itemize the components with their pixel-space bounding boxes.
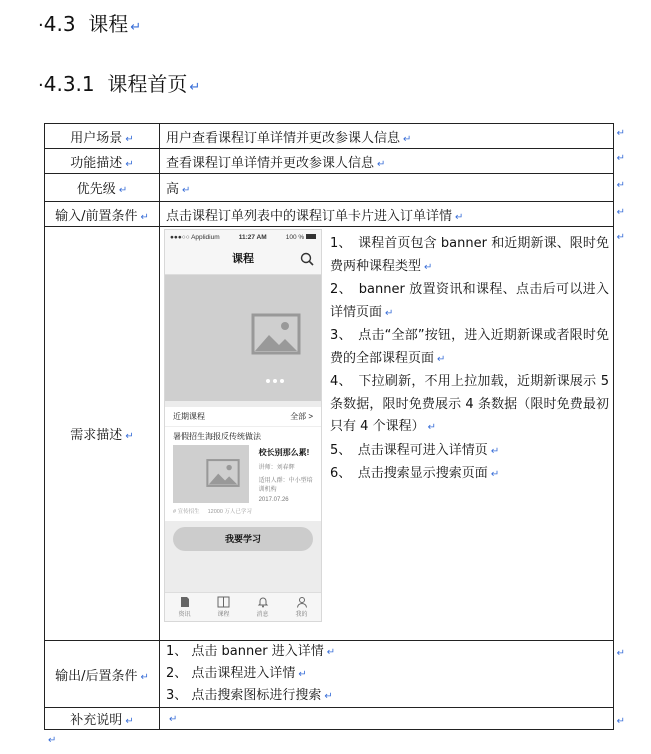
course-heading: 暑假招生海报反传统做法 <box>173 432 261 441</box>
course-card[interactable] <box>165 445 321 503</box>
paragraph-mark-icon: ↵ <box>189 80 201 95</box>
time-text: 11:27 AM <box>238 233 267 241</box>
tab-bar <box>165 592 321 621</box>
nav-bar <box>165 244 321 275</box>
tab-news[interactable]: 资讯 <box>165 593 204 621</box>
list-item: 3、 点击“全部”按钮，进入近期新课或者限时免费的全部课程页面 ↵ <box>330 328 609 366</box>
row-value: 点击课程订单列表中的课程订单卡片进入订单详情 ↵ <box>160 202 614 227</box>
course-tag: # 宣传招生 <box>173 509 200 515</box>
row-value: ↵ <box>160 708 614 730</box>
battery: 100 % <box>286 234 316 241</box>
table-row-priority <box>45 174 614 202</box>
table-row-requirement <box>45 227 614 641</box>
heading-number: 4.3.1 <box>43 72 95 96</box>
row-value: 查看课程订单详情并更改参课人信息 ↵ <box>160 149 614 174</box>
pagination-dots <box>266 379 284 383</box>
row-label: 功能描述 ↵ <box>45 149 160 174</box>
nav-title: 课程 <box>232 253 255 265</box>
tab-messages[interactable]: 消息 <box>243 593 282 621</box>
phone-mockup <box>164 229 322 622</box>
document-icon <box>180 596 190 608</box>
row-label: 需求描述 ↵ <box>45 227 160 641</box>
heading-4-3-1: ·4.3.1 课程首页 ↵ <box>38 72 201 96</box>
row-label: 优先级 ↵ <box>45 174 160 202</box>
row-value: 用户查看课程订单详情并更改参课人信息 ↵ <box>160 124 614 149</box>
battery-icon <box>306 234 316 239</box>
heading-title: 课程首页 <box>107 72 188 96</box>
heading-number: 4.3 <box>43 12 76 36</box>
row-value <box>160 227 614 641</box>
search-icon[interactable] <box>300 252 314 266</box>
section-title: 近期课程 <box>173 412 205 421</box>
heading-4-3: ·4.3 课程 ↵ <box>38 12 142 36</box>
list-item: 2、 点击课程进入详情 ↵ <box>166 666 307 681</box>
learner-count: 12000 万人已学习 <box>207 509 252 515</box>
row-value: 高 ↵ <box>160 174 614 202</box>
tab-courses[interactable]: 课程 <box>204 593 243 621</box>
requirement-list <box>322 229 613 622</box>
row-end-mark: ↵ <box>616 153 625 164</box>
tab-mine[interactable]: 我的 <box>282 593 321 621</box>
list-item: 2、 banner 放置资讯和课程、点击后可以进入详情页面 ↵ <box>330 282 609 320</box>
book-icon <box>217 596 230 608</box>
row-label: 用户场景 ↵ <box>45 124 160 149</box>
spec-table <box>44 123 614 730</box>
user-icon <box>296 596 308 608</box>
row-value <box>160 641 614 708</box>
status-bar <box>165 230 321 244</box>
row-label: 补充说明 ↵ <box>45 708 160 730</box>
list-item: 1、 点击 banner 进入详情 ↵ <box>166 644 336 659</box>
banner[interactable] <box>165 275 321 401</box>
lecturer: 讲师：刘春辉 <box>258 465 295 471</box>
audience: 适用人群：中小型培训机构 <box>258 478 313 493</box>
row-end-mark: ↵ <box>616 716 625 727</box>
heading-title: 课程 <box>88 12 129 36</box>
list-item: 3、 点击搜索图标进行搜索 ↵ <box>166 688 333 703</box>
list-item: 4、 下拉刷新，不用上拉加载，近期新课展示 5 条数据，限时免费展示 4 条数据（限时免费最初只有 4 个课程） ↵ <box>330 374 609 434</box>
course-thumbnail <box>173 445 249 503</box>
row-label: 输出/后置条件 ↵ <box>45 641 160 708</box>
list-item: 1、 课程首页包含 banner 和近期新课、限时免费两种课程类型 ↵ <box>330 236 609 274</box>
row-end-mark: ↵ <box>616 128 625 139</box>
paragraph-mark-icon: ↵ <box>48 735 57 746</box>
table-row-scene <box>45 124 614 149</box>
recent-courses-section <box>165 407 321 521</box>
image-placeholder-icon <box>206 458 240 488</box>
list-item: 6、 点击搜索显示搜索页面 ↵ <box>330 466 500 481</box>
table-row-output <box>45 641 614 708</box>
carrier-text: ●●●○○ Applidium <box>170 233 220 241</box>
row-end-mark: ↵ <box>616 232 625 243</box>
row-end-mark: ↵ <box>616 648 625 659</box>
date: 2017.07.26 <box>258 497 289 503</box>
row-end-mark: ↵ <box>616 180 625 191</box>
learn-button[interactable]: 我要学习 <box>173 527 313 551</box>
card-title: 校长别那么累! <box>258 448 310 457</box>
row-end-mark: ↵ <box>616 207 625 218</box>
image-placeholder-icon <box>251 313 301 355</box>
table-row-precondition <box>45 202 614 227</box>
table-row-supplement <box>45 708 614 730</box>
list-item: 5、 点击课程可进入详情页 ↵ <box>330 442 500 458</box>
bell-icon <box>257 596 269 608</box>
all-button[interactable]: 全部 > <box>290 412 314 421</box>
row-label: 输入/前置条件 ↵ <box>45 202 160 227</box>
paragraph-mark-icon: ↵ <box>130 20 142 35</box>
table-row-function <box>45 149 614 174</box>
